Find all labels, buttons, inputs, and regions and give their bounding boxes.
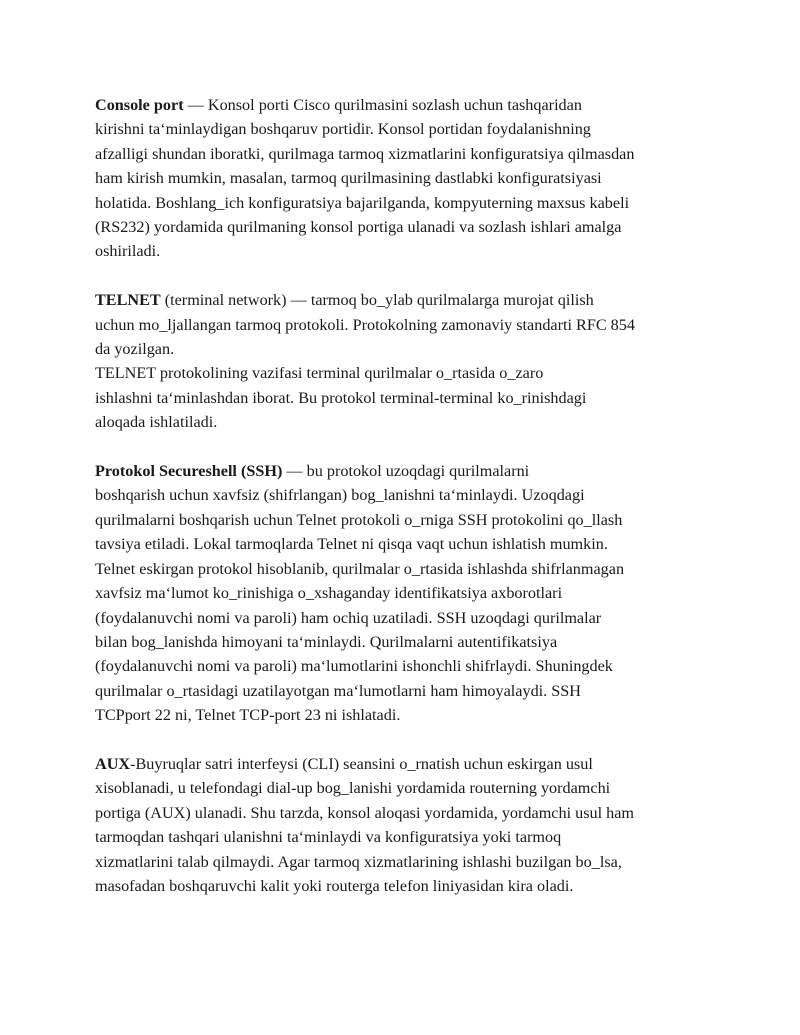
text-line: kirishni ta‘minlaydigan boshqaruv portidir. Konsol portidan foydalanishning [95, 120, 591, 139]
text-line: xisoblanadi, u telefondagi dial-up bog_lanishi yordamida routerning yordamchi [95, 779, 611, 798]
text-line: afzalligi shundan iboratki, qurilmaga tarmoq xizmatlarini konfiguratsiya qilmasdan [95, 144, 635, 163]
text-line-content: — bu protokol uzoqdagi qurilmalarni [282, 462, 530, 481]
text-line: TELNET protokolining vazifasi terminal qurilmalar o_rtasida o_zaro [95, 364, 544, 383]
section-telnet [95, 288, 715, 434]
text-line [95, 93, 715, 117]
text-line: (foydalanuvchi nomi va paroli) ham ochiq uzatiladi. SSH uzoqdagi qurilmalar [95, 608, 602, 627]
text-line: masofadan boshqaruvchi kalit yoki routerga telefon liniyasidan kira oladi. [95, 876, 574, 895]
text-line: tarmoqdan tashqari ulanishni ta‘minlaydi va konfiguratsiya yoki tarmoq [95, 828, 562, 847]
section-console-port [95, 93, 715, 264]
text-line [95, 459, 715, 483]
text-line: holatida. Boshlang_ich konfiguratsiya bajarilganda, kompyuterning maxsus kabeli [95, 193, 630, 212]
text-line: (foydalanuvchi nomi va paroli) ma‘lumotlarini ishonchli shifrlaydi. Shuningdek [95, 657, 613, 676]
text-line-content: (terminal network) — tarmoq bo_ylab qurilmalarga murojat qilish [160, 291, 594, 310]
document-body [95, 93, 715, 923]
text-line: bilan bog_lanishda himoyani ta‘minlaydi. Qurilmalarni autentifikatsiya [95, 632, 558, 651]
text-line: aloqada ishlatiladi. [95, 413, 218, 432]
text-line: xavfsiz ma‘lumot ko_rinishiga o_xshaganday identifikatsiya axborotlari [95, 584, 563, 603]
text-line [95, 288, 715, 312]
section-aux [95, 752, 715, 898]
text-line-content: -Buyruqlar satri interfeysi (CLI) seansini o_rnatish uchun eskirgan usul [130, 754, 593, 773]
section-ssh [95, 459, 715, 727]
text-line: ishlashni ta‘minlashdan iborat. Bu protokol terminal-terminal ko_rinishdagi [95, 388, 587, 407]
text-line: da yozilgan. [95, 340, 175, 359]
text-line: uchun mo_ljallangan tarmoq protokoli. Protokolning zamonaviy standarti RFC 854 [95, 315, 635, 334]
text-line: oshiriladi. [95, 242, 161, 261]
text-line: qurilmalar o_rtasidagi uzatilayotgan ma‘lumotlarni ham himoyalaydi. SSH [95, 681, 581, 700]
text-line: ham kirish mumkin, masalan, tarmoq qurilmasining dastlabki konfiguratsiyasi [95, 169, 602, 188]
text-line: portiga (AUX) ulanadi. Shu tarzda, konsol aloqasi yordamida, yordamchi usul ham [95, 803, 635, 822]
section-heading-console-port: Console port [95, 96, 184, 114]
section-heading-telnet: TELNET [95, 291, 161, 310]
text-line: (RS232) yordamida qurilmaning konsol portiga ulanadi va sozlash ishlari amalga [95, 218, 622, 237]
text-line: qurilmalarni boshqarish uchun Telnet protokoli o_rniga SSH protokolini qo_llash [95, 510, 623, 529]
text-line: TCPport 22 ni, Telnet TCP-port 23 ni ishlatadi. [95, 706, 401, 725]
text-line: xizmatlarini talab qilmaydi. Agar tarmoq xizmatlarining ishlashi buzilgan bo_lsa, [95, 852, 622, 871]
text-line: tavsiya etiladi. Lokal tarmoqlarda Telnet ni qisqa vaqt uchun ishlatish mumkin. [95, 535, 608, 554]
text-line-content: — Konsol porti Cisco qurilmasini sozlash uchun tashqaridan [183, 96, 582, 114]
text-line [95, 752, 715, 776]
section-heading-ssh: Protokol Secureshell (SSH) [95, 462, 283, 481]
section-heading-aux: AUX [95, 754, 131, 773]
text-line: Telnet eskirgan protokol hisoblanib, qurilmalar o_rtasida ishlashda shifrlanmagan [95, 559, 625, 578]
text-line: boshqarish uchun xavfsiz (shifrlangan) bog_lanishni ta‘minlaydi. Uzoqdagi [95, 486, 585, 505]
